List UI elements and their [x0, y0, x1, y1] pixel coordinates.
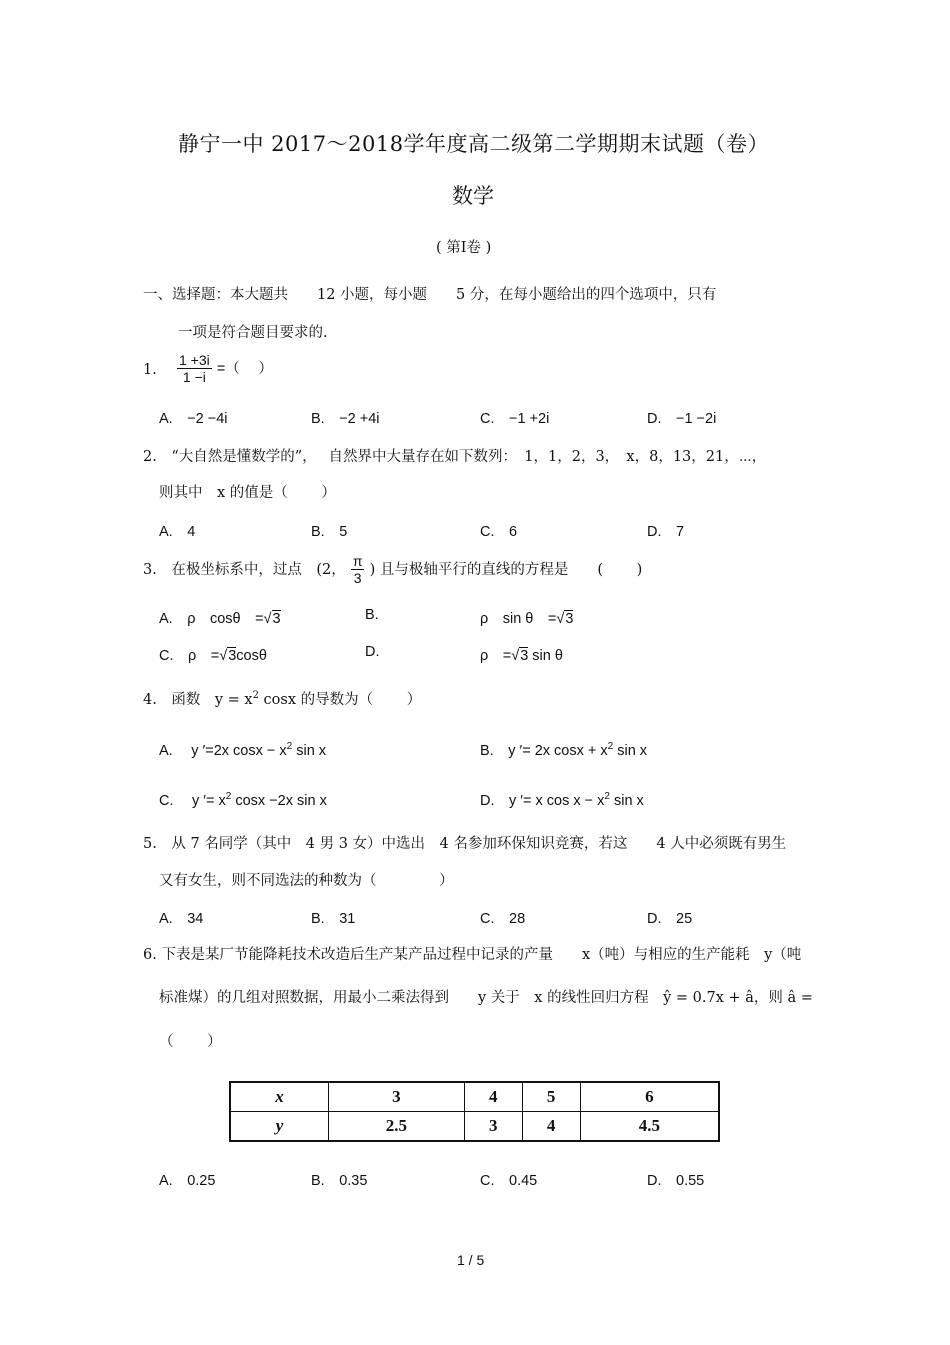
q3-option-a-label: A. ρ cosθ = [159, 611, 264, 627]
q3-option-d-label: D. [365, 644, 380, 660]
q3-option-d-expr: ρ = [480, 648, 512, 664]
q1-option-b: B. −2 +4i [311, 411, 380, 427]
exam-title: 静宁一中 2017～2018学年度高二级第二学期期末试题（卷） [178, 132, 770, 156]
q6-line2: 标准煤）的几组对照数据，用最小二乘法得到 y 关于 x 的线性回归方程 ŷ = 0.7x + â，则 â = [159, 990, 813, 1006]
q2-line1: 2. “大自然是懂数学的”， 自然界中大量存在如下数列： 1，1，2，3， x，8，13，21，⋯， [143, 449, 767, 465]
q4-exponent: 2 [252, 690, 259, 702]
q1-option-c: C. −1 +2i [480, 411, 550, 427]
q4-option-c-part2: cosx −2x sin x [231, 793, 327, 809]
table-cell: 3 [464, 1112, 522, 1142]
q1-option-a: A. −2 −4i [159, 411, 228, 427]
q4-option-c-part1: C. y ′= x [159, 793, 226, 809]
q5-line2: 又有女生，则不同选法的种数为（ ） [159, 873, 454, 889]
q4-option-b [480, 739, 647, 760]
table-cell: 4 [464, 1082, 522, 1112]
q3-fraction-numerator: π [352, 553, 363, 569]
q1-fraction [177, 352, 212, 385]
q5-option-d: D. 25 [647, 911, 693, 927]
q3-option-d-tail: sin θ [532, 648, 563, 664]
q1-fraction-denominator: 1 −i [182, 369, 206, 386]
q2-line2: 则其中 x 的值是（ ） [159, 485, 336, 501]
q5-option-b: B. 31 [311, 911, 356, 927]
q3-suffix: ) 且与极轴平行的直线的方程是 ( ) [369, 562, 643, 579]
q5-option-c: C. 28 [480, 911, 526, 927]
table-cell: 5 [522, 1082, 580, 1112]
table-header-x: x [230, 1082, 329, 1112]
volume-label: ( 第Ⅰ卷 ) [436, 240, 492, 256]
q2-option-d: D. 7 [647, 524, 685, 540]
q3-option-d-radicand: 3 [520, 648, 529, 664]
q4-prefix: 4. 函数 y = x [143, 692, 253, 708]
q3-option-c-radicand: 3 [228, 648, 237, 664]
table-header-y: y [230, 1112, 329, 1142]
q2-option-b: B. 5 [311, 524, 348, 540]
q3-option-b-expr: ρ sin θ = [480, 611, 557, 627]
q3-option-c-label: C. ρ = [159, 648, 220, 664]
q1-expression [177, 352, 273, 385]
q4-option-c-exp: 2 [225, 791, 232, 803]
q3-prefix: 3. 在极坐标系中，过点 (2， [143, 562, 346, 579]
q3-option-b-radicand: 3 [565, 611, 574, 627]
page-number: 1 / 5 [457, 1252, 485, 1268]
q3-option-c-tail: cosθ [236, 648, 267, 664]
q6-option-d: D. 0.55 [647, 1173, 705, 1189]
section-heading-line2: 一项是符合题目要求的. [178, 325, 328, 341]
q3-option-a-radicand: 3 [272, 611, 281, 627]
q1-tail: =（ ） [216, 361, 273, 378]
q3-option-b: ρ sin θ =√3 [480, 611, 574, 627]
q1-option-d: D. −1 −2i [647, 411, 717, 427]
table-row [230, 1082, 719, 1112]
section-heading-line1: 一、选择题：本大题共 12 小题，每小题 5 分，在每小题给出的四个选项中，只有 [143, 287, 717, 303]
table-cell: 4.5 [580, 1112, 719, 1142]
q4-option-d [480, 789, 644, 810]
q3-option-d: ρ =√3 sin θ [480, 648, 563, 664]
q1-fraction-numerator: 1 +3i [179, 352, 210, 368]
table-cell: 2.5 [329, 1112, 465, 1142]
q4-option-d-exp: 2 [604, 791, 610, 803]
q6-option-c: C. 0.45 [480, 1173, 538, 1189]
q6-data-table [229, 1081, 720, 1142]
q4-option-a-exp: 2 [286, 741, 293, 753]
table-cell: 6 [580, 1082, 719, 1112]
q3-stem [143, 553, 642, 586]
q4-suffix: cosx 的导数为（ ） [258, 692, 422, 708]
table-cell: 3 [329, 1082, 465, 1112]
q4-option-a-part2: sin x [292, 743, 327, 759]
q3-option-b-label: B. [365, 607, 379, 623]
q2-option-c: C. 6 [480, 524, 518, 540]
q4-option-b-part2: sin x [613, 743, 648, 759]
q4-option-c [159, 789, 327, 810]
table-row [230, 1112, 719, 1142]
q4-option-b-part1: B. y ′= 2x cosx + x [480, 743, 608, 759]
q4-option-a-part1: A. y ′=2x cosx − x [159, 743, 287, 759]
q1-number: 1. [143, 362, 157, 378]
table-cell: 4 [522, 1112, 580, 1142]
q2-option-a: A. 4 [159, 524, 196, 540]
q4-option-d-part1: D. y ′= x cos x − x [480, 793, 605, 809]
q6-option-a: A. 0.25 [159, 1173, 216, 1189]
q6-option-b: B. 0.35 [311, 1173, 368, 1189]
q4-option-b-exp: 2 [607, 741, 614, 753]
q3-option-c: C. ρ =√3cosθ [159, 648, 267, 664]
q4-option-a [159, 739, 326, 760]
q3-option-a: A. ρ cosθ =√3 [159, 611, 281, 627]
q3-fraction-denominator: 3 [353, 570, 362, 587]
q4-stem [143, 688, 421, 709]
q4-option-d-part2: sin x [609, 793, 644, 809]
q3-fraction [351, 553, 365, 586]
q5-option-a: A. 34 [159, 911, 204, 927]
subject-title: 数学 [452, 184, 494, 208]
q6-line1: 6. 下表是某厂节能降耗技术改造后生产某产品过程中记录的产量 x（吨）与相应的生产能耗 y（吨 [143, 947, 802, 963]
q6-line3: （ ） [159, 1034, 222, 1050]
q5-line1: 5. 从 7 名同学（其中 4 男 3 女）中选出 4 名参加环保知识竞赛，若这 4 人中必须既有男生 [143, 836, 787, 852]
